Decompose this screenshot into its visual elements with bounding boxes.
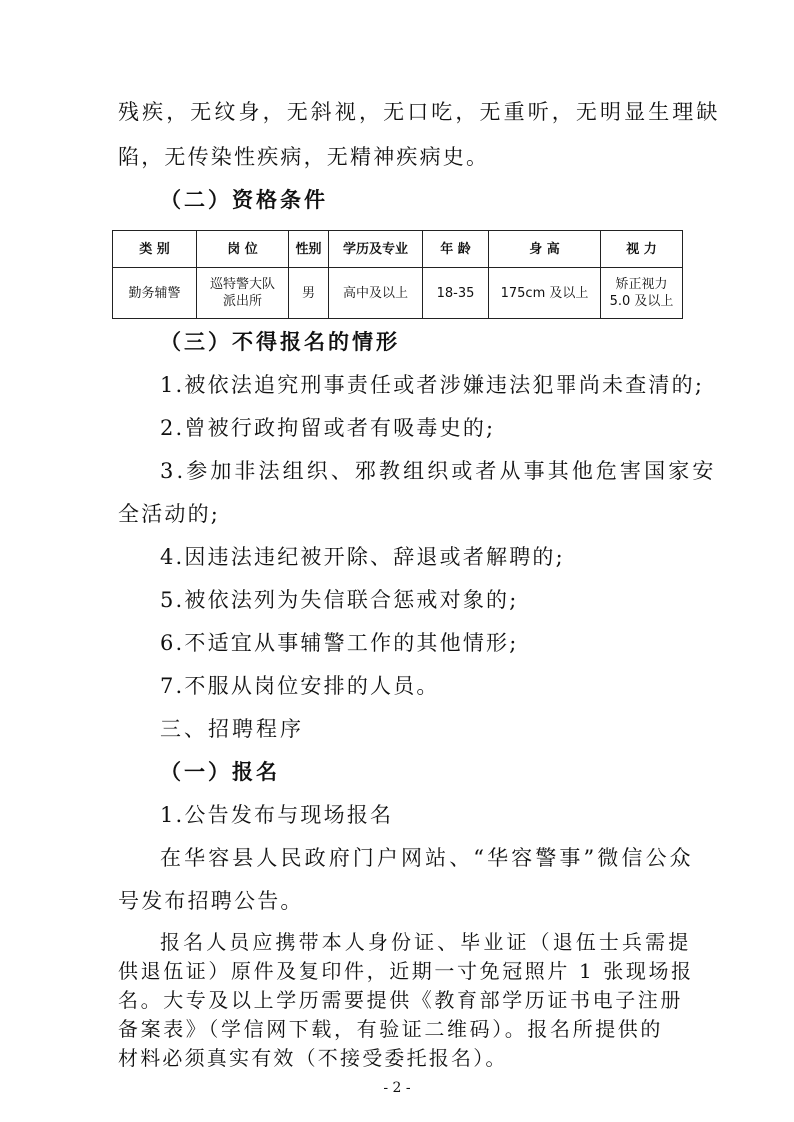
paragraph-line: 报名人员应携带本人身份证、毕业证（退伍士兵需提	[160, 930, 692, 954]
paragraph-line: 名。大专及以上学历需要提供《教育部学历证书电子注册	[118, 988, 683, 1012]
list-item: 4.因违法违纪被开除、辞退或者解聘的;	[160, 545, 565, 569]
table-header-cell: 视 力	[601, 231, 683, 268]
table-header-cell: 学历及专业	[329, 231, 423, 268]
paragraph-line: 在华容县人民政府门户网站、“华容警事”微信公众	[160, 846, 694, 870]
post-cell	[197, 268, 289, 319]
table-header-cell: 性别	[289, 231, 329, 268]
paragraph-line: 残疾，无纹身，无斜视，无口吃，无重听，无明显生理缺	[118, 100, 721, 124]
list-item: 7.不服从岗位安排的人员。	[160, 674, 440, 698]
post-line: 巡特警大队	[209, 277, 275, 292]
list-item: 3.参加非法组织、邪教组织或者从事其他危害国家安	[160, 459, 717, 483]
list-item: 2.曾被行政拘留或者有吸毒史的;	[160, 416, 496, 440]
qualification-table	[112, 230, 683, 319]
table-header-cell: 岗 位	[197, 231, 289, 268]
table-row	[113, 268, 683, 319]
list-item: 1.被依法追究刑事责任或者涉嫌违法犯罪尚未查清的;	[160, 373, 705, 397]
section-heading-procedure: 三、招聘程序	[160, 717, 304, 741]
section-heading-qualifications: （二）资格条件	[160, 188, 328, 212]
list-item: 6.不适宜从事辅警工作的其他情形;	[160, 631, 519, 655]
education-cell: 高中及以上	[329, 268, 423, 319]
subsection-heading-signup: （一）报名	[160, 760, 280, 784]
section-heading-disqualifications: （三）不得报名的情形	[160, 330, 400, 354]
page-number: - 2 -	[383, 1080, 411, 1096]
paragraph-line: 陷，无传染性疾病，无精神疾病史。	[118, 145, 490, 169]
vision-line: 矫正视力	[615, 277, 668, 292]
age-cell: 18-35	[423, 268, 489, 319]
paragraph-line: 号发布招聘公告。	[118, 889, 304, 913]
category-cell: 勤务辅警	[113, 268, 197, 319]
paragraph-line: 材料必须真实有效（不接受委托报名）。	[118, 1046, 508, 1070]
gender-cell: 男	[289, 268, 329, 319]
vision-line: 5.0 及以上	[609, 294, 674, 309]
paragraph-line: 备案表》（学信网下载，有验证二维码）。报名所提供的	[118, 1017, 663, 1041]
paragraph-line: 供退伍证）原件及复印件，近期一寸免冠照片 1 张现场报	[118, 959, 694, 983]
post-line: 派出所	[222, 294, 262, 309]
table-header-row	[113, 231, 683, 268]
table-header-cell: 类 别	[113, 231, 197, 268]
list-item-continued: 全活动的;	[118, 502, 221, 526]
table-header-cell: 身 高	[489, 231, 601, 268]
height-cell: 175cm 及以上	[489, 268, 601, 319]
table-header-cell: 年 龄	[423, 231, 489, 268]
vision-cell	[601, 268, 683, 319]
list-item: 5.被依法列为失信联合惩戒对象的;	[160, 588, 519, 612]
step-heading: 1.公告发布与现场报名	[160, 803, 394, 827]
